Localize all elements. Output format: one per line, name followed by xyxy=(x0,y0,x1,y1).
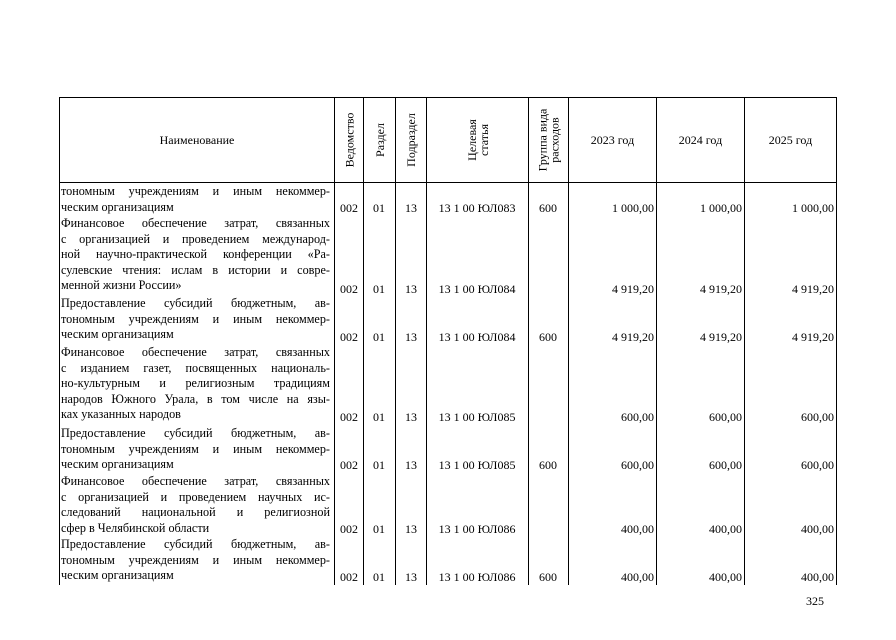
row-0-name-line: тономным учреждениям и иным некоммер- xyxy=(61,184,330,198)
header-vedomstvo-label: Ведомство xyxy=(342,112,357,168)
header-razdel xyxy=(364,98,395,182)
row-2-vedomstvo: 002 xyxy=(340,330,358,344)
header-celevaya-label xyxy=(465,119,489,161)
row-0-2023: 1 000,00 xyxy=(612,201,654,215)
header-gruppa-label xyxy=(537,109,561,172)
row-4-celevaya: 13 1 00 ЮЛ085 xyxy=(438,458,516,472)
row-2-name-line: тономным учреждениям и иным некоммер- xyxy=(61,311,330,326)
header-2025 xyxy=(745,98,836,182)
row-4-name-line: ческим организациям xyxy=(61,457,174,472)
header-podrazdel-label: Подраздел xyxy=(404,113,419,167)
row-2-gruppa: 600 xyxy=(539,330,557,344)
row-6-2024: 400,00 xyxy=(709,570,742,584)
row-6-name-line: ческим организациям xyxy=(61,568,174,583)
row-4-gruppa: 600 xyxy=(539,458,557,472)
row-0-podrazdel: 13 xyxy=(405,201,417,215)
row-6-name-line: тономным учреждениям и иным некоммер- xyxy=(61,552,330,567)
row-4-razdel: 01 xyxy=(373,458,385,472)
row-4-2023: 600,00 xyxy=(621,458,654,472)
row-1-podrazdel: 13 xyxy=(405,282,417,296)
row-3-name xyxy=(61,345,330,423)
header-2023 xyxy=(569,98,656,182)
header-gruppa xyxy=(529,98,568,182)
row-3-name-line: Финансовое обеспечение затрат, связанных xyxy=(61,345,330,359)
row-1-name-line: ной научно-практической конференции «Ра- xyxy=(61,247,330,262)
row-5-name-line: следований национальной и религиозной xyxy=(61,505,330,520)
header-gruppa-line2: расходов xyxy=(547,117,562,163)
row-3-name-line: ках указанных народов xyxy=(61,407,181,422)
row-3-podrazdel: 13 xyxy=(405,410,417,424)
row-3-celevaya: 13 1 00 ЮЛ085 xyxy=(438,410,516,424)
row-1-name-line: менной жизни России» xyxy=(61,278,182,293)
header-vedomstvo xyxy=(335,98,363,182)
row-5-vedomstvo: 002 xyxy=(340,522,358,536)
row-1-celevaya: 13 1 00 ЮЛ084 xyxy=(438,282,516,296)
row-5-2025: 400,00 xyxy=(801,522,834,536)
row-1-name-line: с организацией и проведением международ- xyxy=(61,231,330,246)
header-2025-label: 2025 год xyxy=(768,132,813,147)
row-1-name xyxy=(61,216,330,294)
row-0-2025: 1 000,00 xyxy=(792,201,834,215)
row-2-2024: 4 919,20 xyxy=(700,330,742,344)
header-podrazdel xyxy=(396,98,426,182)
row-6-gruppa: 600 xyxy=(539,570,557,584)
row-5-2023: 400,00 xyxy=(621,522,654,536)
row-5-podrazdel: 13 xyxy=(405,522,417,536)
row-3-name-line: народов Южного Урала, в том числе на язы- xyxy=(61,391,330,406)
row-6-razdel: 01 xyxy=(373,570,385,584)
row-6-name-line: Предоставление субсидий бюджетным, ав- xyxy=(61,537,330,551)
row-3-name-line: с изданием газет, посвященных националь- xyxy=(61,360,330,375)
row-2-2023: 4 919,20 xyxy=(612,330,654,344)
row-5-razdel: 01 xyxy=(373,522,385,536)
row-1-2023: 4 919,20 xyxy=(612,282,654,296)
row-0-celevaya: 13 1 00 ЮЛ083 xyxy=(438,201,516,215)
row-5-name xyxy=(61,474,330,536)
row-5-celevaya: 13 1 00 ЮЛ086 xyxy=(438,522,516,536)
row-5-name-line: с организацией и проведением научных ис- xyxy=(61,489,330,504)
header-name xyxy=(60,98,334,182)
row-3-2023: 600,00 xyxy=(621,410,654,424)
row-3-2024: 600,00 xyxy=(709,410,742,424)
row-0-2024: 1 000,00 xyxy=(700,201,742,215)
row-1-2024: 4 919,20 xyxy=(700,282,742,296)
row-6-2023: 400,00 xyxy=(621,570,654,584)
row-5-name-line: Финансовое обеспечение затрат, связанных xyxy=(61,474,330,488)
row-6-name xyxy=(61,537,330,584)
header-2023-label: 2023 год xyxy=(590,132,635,147)
row-4-name xyxy=(61,426,330,473)
header-2024-label: 2024 год xyxy=(678,132,723,147)
row-3-name-line: но-культурным и религиозным традициям xyxy=(61,376,330,391)
row-2-name xyxy=(61,296,330,343)
row-0-name xyxy=(61,184,330,215)
row-0-name-line: ческим организациям xyxy=(61,199,174,214)
row-2-name-line: Предоставление субсидий бюджетным, ав- xyxy=(61,296,330,310)
row-1-name-line: сулевские чтения: ислам в истории и совре- xyxy=(61,262,330,277)
row-5-name-line: сфер в Челябинской области xyxy=(61,520,210,535)
row-1-vedomstvo: 002 xyxy=(340,282,358,296)
header-bottom-border xyxy=(59,182,837,183)
row-4-name-line: Предоставление субсидий бюджетным, ав- xyxy=(61,426,330,440)
row-1-razdel: 01 xyxy=(373,282,385,296)
row-6-podrazdel: 13 xyxy=(405,570,417,584)
row-2-celevaya: 13 1 00 ЮЛ084 xyxy=(438,330,516,344)
header-celevaya xyxy=(427,98,528,182)
row-0-razdel: 01 xyxy=(373,201,385,215)
row-4-podrazdel: 13 xyxy=(405,458,417,472)
header-gruppa-line1: Группа вида xyxy=(535,108,550,172)
row-6-celevaya: 13 1 00 ЮЛ086 xyxy=(438,570,516,584)
header-celevaya-line1: Целевая xyxy=(464,119,479,161)
row-1-2025: 4 919,20 xyxy=(792,282,834,296)
header-2024 xyxy=(657,98,744,182)
row-3-razdel: 01 xyxy=(373,410,385,424)
row-2-podrazdel: 13 xyxy=(405,330,417,344)
header-name-label: Наименование xyxy=(159,132,235,147)
row-4-vedomstvo: 002 xyxy=(340,458,358,472)
row-4-2025: 600,00 xyxy=(801,458,834,472)
row-0-vedomstvo: 002 xyxy=(340,201,358,215)
row-3-2025: 600,00 xyxy=(801,410,834,424)
row-4-2024: 600,00 xyxy=(709,458,742,472)
row-2-2025: 4 919,20 xyxy=(792,330,834,344)
row-2-razdel: 01 xyxy=(373,330,385,344)
row-0-gruppa: 600 xyxy=(539,201,557,215)
page-number: 325 xyxy=(806,594,824,608)
row-5-2024: 400,00 xyxy=(709,522,742,536)
row-3-vedomstvo: 002 xyxy=(340,410,358,424)
header-celevaya-line2: статья xyxy=(476,124,491,156)
row-6-vedomstvo: 002 xyxy=(340,570,358,584)
col-border-9 xyxy=(836,97,837,585)
row-2-name-line: ческим организациям xyxy=(61,327,174,342)
header-razdel-label: Раздел xyxy=(372,123,387,157)
row-1-name-line: Финансовое обеспечение затрат, связанных xyxy=(61,216,330,230)
row-6-2025: 400,00 xyxy=(801,570,834,584)
row-4-name-line: тономным учреждениям и иным некоммер- xyxy=(61,441,330,456)
